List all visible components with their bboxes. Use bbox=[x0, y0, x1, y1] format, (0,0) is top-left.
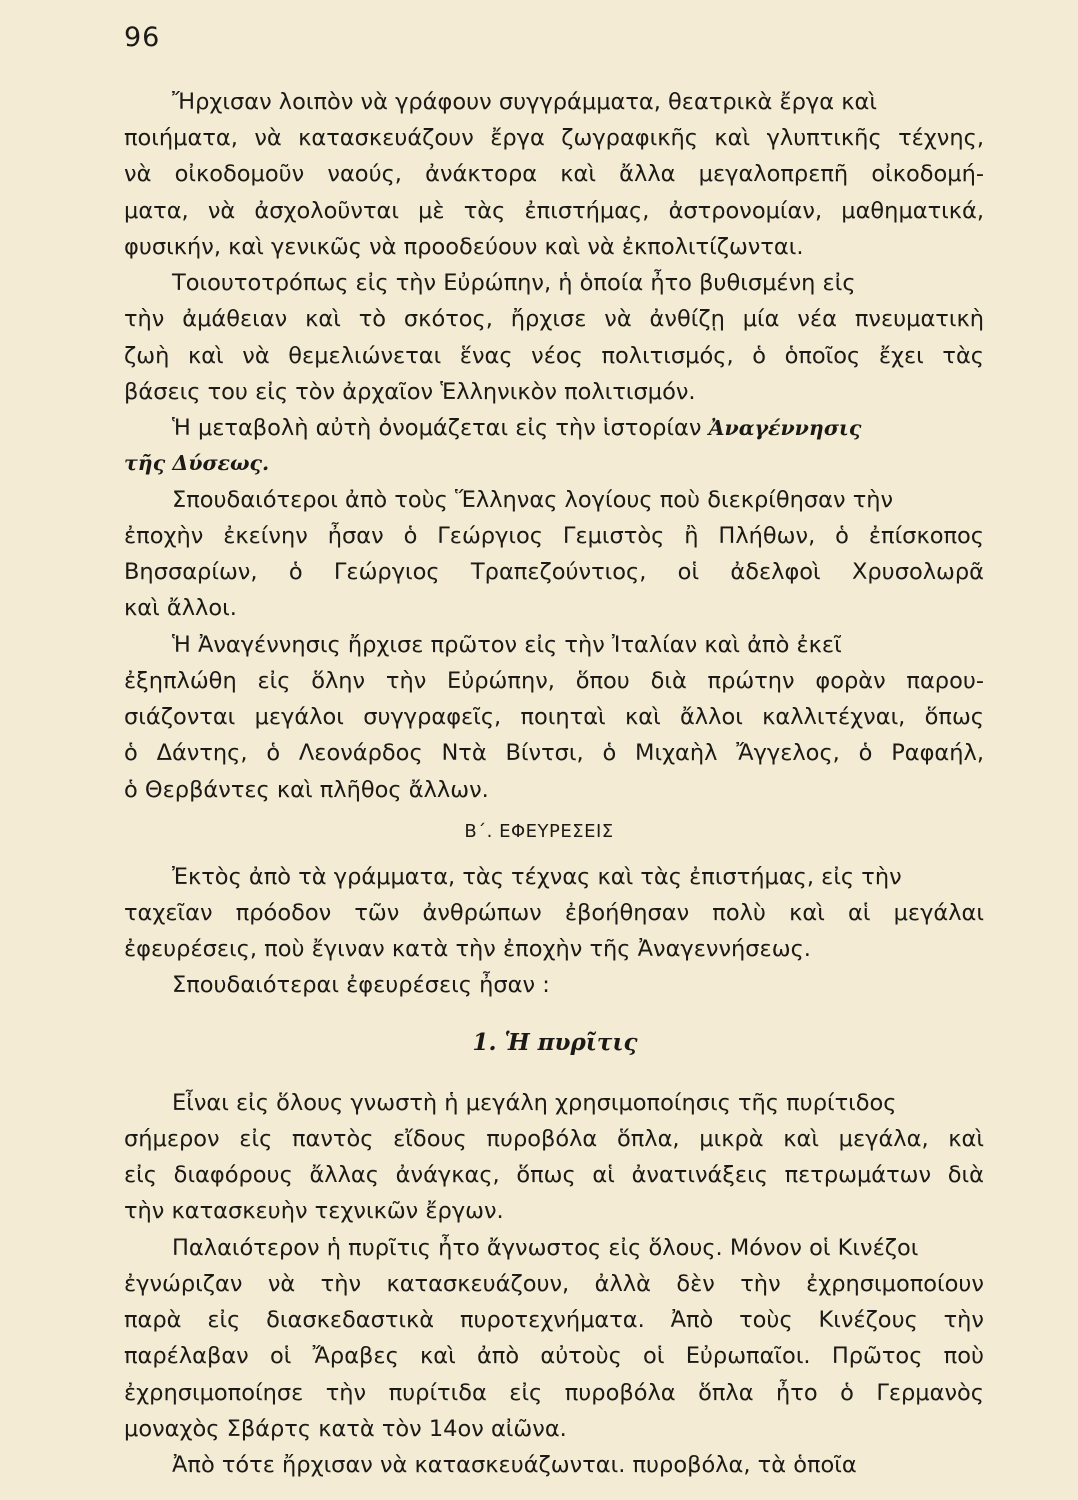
text-line: ἐχρησιμοποίησε τὴν πυρίτιδα εἰς πυροβόλα ὅπλα ἦτο ὁ Γερμανὸς bbox=[124, 1380, 984, 1406]
page-number: 96 bbox=[124, 22, 161, 53]
text-line: Ἤρχισαν λοιπὸν νὰ γράφουν συγγράμματα, θεατρικὰ ἔργα καὶ bbox=[172, 89, 877, 115]
text-line: σήμερον εἰς παντὸς εἴδους πυροβόλα ὅπλα, μικρὰ καὶ μεγάλα, καὶ bbox=[124, 1126, 984, 1152]
text-line: ἐφευρέσεις, ποὺ ἔγιναν κατὰ τὴν ἐποχὴν τῆς Ἀναγεννήσεως. bbox=[124, 936, 811, 962]
text-line: νὰ οἰκοδομοῦν ναούς, ἀνάκτορα καὶ ἄλλα μεγαλοπρεπῆ οἰκοδομή- bbox=[124, 161, 984, 187]
text-line: Ἀπὸ τότε ἤρχισαν νὰ κατασκευάζωνται. πυροβόλα, τὰ ὁποῖα bbox=[172, 1452, 857, 1478]
text-line: σιάζονται μεγάλοι συγγραφεῖς, ποιηταὶ καὶ ἄλλοι καλλιτέχναι, ὅπως bbox=[124, 704, 984, 730]
text-line: παρὰ εἰς διασκεδαστικὰ πυροτεχνήματα. Ἀπὸ τοὺς Κινέζους τὴν bbox=[124, 1307, 984, 1333]
text-line: Βησσαρίων, ὁ Γεώργιος Τραπεζούντιος, οἱ ἀδελφοὶ Χρυσολωρᾶ bbox=[124, 559, 984, 585]
text-line: μοναχὸς Σβάρτς κατὰ τὸν 14ον αἰῶνα. bbox=[124, 1416, 567, 1442]
text-line: Ἐκτὸς ἀπὸ τὰ γράμματα, τὰς τέχνας καὶ τὰς ἐπιστήμας, εἰς τὴν bbox=[172, 864, 902, 890]
text-line: Παλαιότερον ἡ πυρῖτις ἦτο ἄγνωστος εἰς ὅλους. Μόνον οἱ Κινέζοι bbox=[172, 1235, 919, 1261]
text-line bbox=[172, 411, 984, 445]
emphasis-term: τῆς Δύσεως. bbox=[124, 451, 270, 475]
text-line: φυσικήν, καὶ γενικῶς νὰ προοδεύουν καὶ νὰ ἐκπολιτίζωνται. bbox=[124, 234, 804, 260]
text-line: καὶ ἄλλοι. bbox=[124, 595, 237, 621]
emphasis-term: Ἀναγέννησις bbox=[708, 416, 862, 440]
text-line: ἐγνώριζαν νὰ τὴν κατασκευάζουν, ἀλλὰ δὲν τὴν ἐχρησιμοποίουν bbox=[124, 1271, 984, 1297]
subsection-heading: 1. Ἡ πυρῖτις bbox=[472, 1029, 638, 1056]
text-line: ὁ Θερβάντες καὶ πλῆθος ἄλλων. bbox=[124, 777, 489, 803]
text-line: ταχεῖαν πρόοδον τῶν ἀνθρώπων ἐβοήθησαν πολὺ καὶ αἱ μεγάλαι bbox=[124, 900, 984, 926]
text-line: βάσεις του εἰς τὸν ἀρχαῖον Ἑλληνικὸν πολιτισμόν. bbox=[124, 379, 696, 405]
text-line: Ἡ Ἀναγέννησις ἤρχισε πρῶτον εἰς τὴν Ἰταλίαν καὶ ἀπὸ ἐκεῖ bbox=[172, 632, 842, 658]
text-line: ὁ Δάντης, ὁ Λεονάρδος Ντὰ Βίντσι, ὁ Μιχαὴλ Ἄγγελος, ὁ Ραφαήλ, bbox=[124, 740, 984, 766]
text-line: ἐξηπλώθη εἰς ὅλην τὴν Εὐρώπην, ὅπου διὰ πρώτην φορὰν παρου- bbox=[124, 668, 984, 694]
text-line: Σπουδαιότεραι ἐφευρέσεις ἦσαν : bbox=[172, 972, 550, 998]
text-line: ἐποχὴν ἐκείνην ἦσαν ὁ Γεώργιος Γεμιστὸς ἢ Πλήθων, ὁ ἐπίσκοπος bbox=[124, 523, 984, 549]
text-line: εἰς διαφόρους ἄλλας ἀνάγκας, ὅπως αἱ ἀνατινάξεις πετρωμάτων διὰ bbox=[124, 1162, 984, 1188]
text-span: Ἡ μεταβολὴ αὐτὴ ὀνομάζεται εἰς τὴν ἱστορίαν bbox=[172, 415, 702, 441]
text-line: τὴν κατασκευὴν τεχνικῶν ἔργων. bbox=[124, 1198, 504, 1224]
section-heading: Β΄. ΕΦΕΥΡΕΣΕΙΣ bbox=[464, 821, 614, 842]
text-line: ποιήματα, νὰ κατασκευάζουν ἔργα ζωγραφικῆς καὶ γλυπτικῆς τέχνης, bbox=[124, 125, 984, 151]
text-line: ζωὴ καὶ νὰ θεμελιώνεται ἕνας νέος πολιτισμός, ὁ ὁποῖος ἔχει τὰς bbox=[124, 343, 984, 369]
text-line: παρέλαβαν οἱ Ἄραβες καὶ ἀπὸ αὐτοὺς οἱ Εὐρωπαῖοι. Πρῶτος ποὺ bbox=[124, 1343, 984, 1369]
text-line: Τοιουτοτρόπως εἰς τὴν Εὐρώπην, ἡ ὁποία ἦτο βυθισμένη εἰς bbox=[172, 270, 856, 296]
text-line: Εἶναι εἰς ὅλους γνωστὴ ἡ μεγάλη χρησιμοποίησις τῆς πυρίτιδος bbox=[172, 1090, 897, 1116]
text-line: Σπουδαιότεροι ἀπὸ τοὺς Ἕλληνας λογίους ποὺ διεκρίθησαν τὴν bbox=[172, 487, 894, 513]
text-line: τὴν ἀμάθειαν καὶ τὸ σκότος, ἤρχισε νὰ ἀνθίζῃ μία νέα πνευματικὴ bbox=[124, 306, 984, 332]
text-line: ματα, νὰ ἀσχολοῦνται μὲ τὰς ἐπιστήμας, ἀστρονομίαν, μαθηματικά, bbox=[124, 198, 984, 224]
